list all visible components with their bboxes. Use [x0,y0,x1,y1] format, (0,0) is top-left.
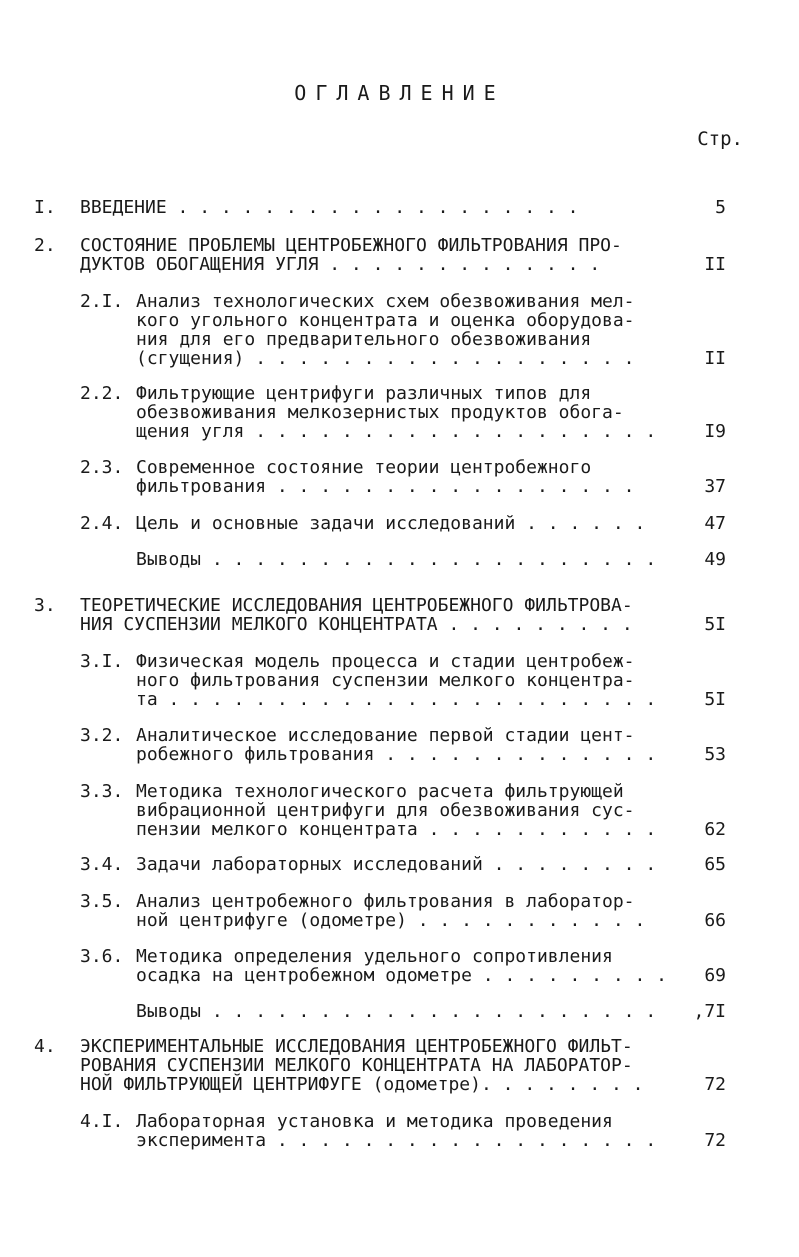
toc-entry-text [80,1036,644,1095]
toc-entry-line: (сгущения) . . . . . . . . . . . . . . . . . . [136,348,635,369]
toc-entry-number: 2.2. [80,383,124,404]
toc-entry-line: фильтрования . . . . . . . . . . . . . . . . . [136,476,635,497]
toc-entry-number: 2.I. [80,291,124,312]
toc-entry-page: 53 [704,744,726,765]
toc-entry-line: Физическая модель процесса и стадии центробеж- [136,651,635,672]
toc-entry-line: РОВАНИЯ СУСПЕНЗИИ МЕЛКОГО КОНЦЕНТРАТА НА ЛАБОРАТОР- [80,1055,633,1076]
toc-entry-text [136,855,656,874]
toc-entry-text [136,782,656,839]
toc-entry-page: 47 [704,513,726,534]
toc-entry-page: 5I [704,689,726,710]
toc-entry-text [80,595,633,635]
toc-entry-text [80,235,622,275]
toc-entry-line: эксперимента . . . . . . . . . . . . . . . . . . [136,1130,657,1151]
toc-entry-line: вибрационной центрифуги для обезвоживания сус- [136,800,635,821]
toc-entry-page: 5I [704,614,726,635]
toc-entry-line: робежного фильтрования . . . . . . . . . . . . . [136,744,657,765]
toc-entry-page: II [704,348,726,369]
toc-entry-page: ,7I [693,1001,726,1022]
toc-entry-number: 4.I. [80,1111,124,1132]
toc-entry-line: Фильтрующие центрифуги различных типов для [136,383,592,404]
toc-entry-number: 2.3. [80,457,124,478]
toc-entry-text [136,550,656,569]
toc-entry-line: Методика определения удельного сопротивления [136,946,613,967]
toc-entry-line: ЭКСПЕРИМЕНТАЛЬНЫЕ ИССЛЕДОВАНИЯ ЦЕНТРОБЕЖНОГО ФИЛЬТ- [80,1036,633,1057]
toc-entry-text [136,292,656,368]
toc-entry-page: 62 [704,819,726,840]
toc-entry-number: 3.6. [80,946,124,967]
toc-entry-page: 49 [704,549,726,570]
toc-entry-line: Выводы . . . . . . . . . . . . . . . . . . . . . [136,1001,657,1022]
toc-entry-text [136,652,656,709]
toc-entry-line: СОСТОЯНИЕ ПРОБЛЕМЫ ЦЕНТРОБЕЖНОГО ФИЛЬТРОВАНИЯ ПРО- [80,235,622,256]
toc-entry-line: ной центрифуге (одометре) . . . . . . . . . . . [136,910,646,931]
toc-entry-text [136,726,656,764]
toc-entry-line: Методика технологического расчета фильтрующей [136,781,624,802]
toc-entry-line: та . . . . . . . . . . . . . . . . . . . . . . . [136,689,657,710]
toc-entry-line: ного фильтрования суспензии мелкого концентра- [136,670,635,691]
toc-entry-number: 2.4. [80,513,124,534]
toc-entry-text [136,458,656,496]
toc-entry-number: 3.I. [80,651,124,672]
toc-entry-text [80,198,600,217]
page-column-label: Стр. [697,128,743,150]
toc-entry-line: Задачи лабораторных исследований . . . . . . . . [136,854,657,875]
toc-entry-line: Анализ центробежного фильтрования в лаборатор- [136,891,635,912]
toc-entry-line: осадка на центробежном одометре . . . . . . . . . [136,965,668,986]
toc-entry-number: 4. [34,1036,56,1057]
toc-entry-line: кого угольного концентрата и оценка оборудова- [136,310,635,331]
toc-entry-page: 69 [704,965,726,986]
toc-entry-line: ДУКТОВ ОБОГАЩЕНИЯ УГЛЯ . . . . . . . . . . . . . [80,254,601,275]
toc-entry-text [136,384,656,441]
toc-entry-line: Современное состояние теории центробежного [136,457,592,478]
toc-entry-number: I. [34,197,56,218]
toc-entry-line: Аналитическое исследование первой стадии цент- [136,725,635,746]
toc-entry-page: I9 [704,421,726,442]
toc-entry-line: ТЕОРЕТИЧЕСКИЕ ИССЛЕДОВАНИЯ ЦЕНТРОБЕЖНОГО ФИЛЬТРОВА- [80,595,633,616]
toc-entry-line: Цель и основные задачи исследований . . . . . . [136,513,646,534]
toc-title: ОГЛАВЛЕНИЕ [294,81,505,105]
toc-entry-text [136,946,668,986]
toc-entry-text [136,1112,656,1150]
toc-entry-page: 72 [704,1130,726,1151]
toc-entry-line: пензии мелкого концентрата . . . . . . . . . . . [136,819,657,840]
toc-entry-line: НОЙ ФИЛЬТРУЮЩЕЙ ЦЕНТРИФУГЕ (одометре). . . . . . . . [80,1074,644,1095]
toc-entry-page: 37 [704,476,726,497]
toc-entry-page: 66 [704,910,726,931]
toc-entry-line: Лабораторная установка и методика проведения [136,1111,613,1132]
toc-entry-number: 3. [34,595,56,616]
toc-entry-number: 3.2. [80,725,124,746]
toc-entry-text [136,892,656,930]
toc-entry-number: 3.5. [80,891,124,912]
toc-entry-number: 2. [34,235,56,256]
toc-entry-line: Выводы . . . . . . . . . . . . . . . . . . . . . [136,549,657,570]
toc-entry-page: 5 [715,197,726,218]
toc-entry-number: 3.3. [80,781,124,802]
toc-entry-line: ния для его предварительного обезвоживания [136,329,592,350]
toc-entry-line: ВВЕДЕНИЕ . . . . . . . . . . . . . . . . . . . [80,197,579,218]
toc-entry-line: обезвоживания мелкозернистых продуктов обога- [136,402,624,423]
toc-entry-line: щения угля . . . . . . . . . . . . . . . . . . . [136,421,657,442]
toc-entry-text [136,1002,656,1021]
toc-entry-line: Анализ технологических схем обезвоживания мел- [136,291,635,312]
toc-entry-number: 3.4. [80,854,124,875]
toc-entry-page: II [704,254,726,275]
toc-entry-page: 65 [704,854,726,875]
toc-entry-line: НИЯ СУСПЕНЗИИ МЕЛКОГО КОНЦЕНТРАТА . . . . . . . . . [80,614,633,635]
toc-entry-text [136,514,656,533]
toc-entry-page: 72 [704,1074,726,1095]
